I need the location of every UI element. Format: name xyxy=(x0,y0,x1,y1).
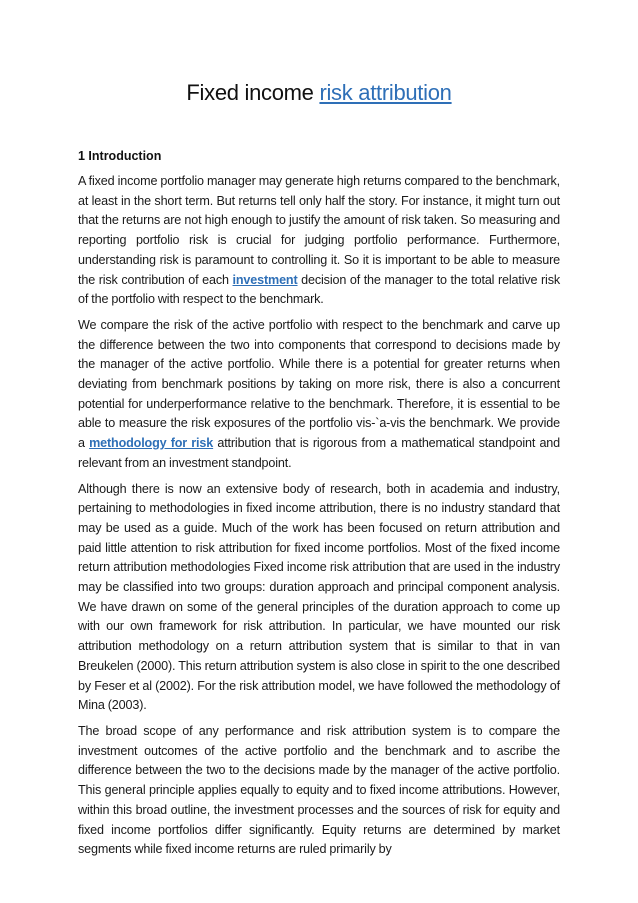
document-body xyxy=(78,172,560,866)
methodology-for-risk-link[interactable]: methodology for risk xyxy=(89,436,214,451)
paragraph-1-text-a: A fixed income portfolio manager may generate high returns compared to the benchmark, at least in the short term. But returns tell only half the story. For instance, it might turn out that the returns are not high enough to justify the amount of risk taken. So measuring and reporting portfolio risk is crucial for judging portfolio performance. Furthermore, understanding risk is paramount to controlling it. So it is important to be able to measure the risk contribution of each xyxy=(78,174,560,287)
paragraph-2 xyxy=(78,316,560,474)
investment-link[interactable]: investment xyxy=(232,272,298,287)
title-risk-attribution-link[interactable]: risk attribution xyxy=(319,80,452,105)
paragraph-1 xyxy=(78,172,560,310)
paragraph-4: The broad scope of any performance and risk attribution system is to compare the investment outcomes of the active portfolio and the benchmark and to ascribe the difference between the two to the decisions made by the manager of the active portfolio. This general principle applies equally to equity and to fixed income attributions. However, within this broad outline, the investment processes and the sources of risk for equity and fixed income portfolios differ significantly. Equity returns are determined by market segments while fixed income returns are ruled primarily by xyxy=(78,723,560,857)
paragraph-2-text-b: attribution that is rigorous from a mathematical standpoint and relevant from an investment standpoint. xyxy=(78,436,561,470)
paragraph-3: Although there is now an extensive body of research, both in academia and industry, pertaining to methodologies in fixed income attribution, there is no industry standard that may be used as a guide. Much of the work has been focused on return attribution and paid little attention to risk attribution for fixed income portfolios. Most of the fixed income return attribution methodologies Fixed income risk attribution that are used in the industry may be classified into two groups: duration approach and principal component analysis. We have drawn on some of the general principles of the duration approach to come up with our own framework for risk attribution. In particular, we have mounted our risk attribution methodology on a return attribution system that is similar to that in van Breukelen (2000). This return attribution system is also close in spirit to the one described by Feser et al (2002). For the risk attribution model, we have followed the methodology of Mina (2003). xyxy=(78,481,560,713)
paragraph-2-text-a: We compare the risk of the active portfolio with respect to the benchmark and carve up the difference between the two into components that correspond to decisions made by the manager of the active portfolio. While there is a potential for greater returns when deviating from benchmark positions by taking on more risk, there is also a concurrent potential for underperformance relative to the benchmark. Therefore, it is essential to be able to measure the risk exposures of the portfolio vis-`a-vis the benchmark. We provide a xyxy=(78,317,560,451)
section-heading: 1 Introduction xyxy=(78,149,162,163)
document-title xyxy=(0,80,638,106)
title-text: Fixed income xyxy=(186,80,320,105)
paragraph-1-text-b: decision of the manager to the total relative risk of the portfolio with respect to the benchmark. xyxy=(78,272,561,307)
